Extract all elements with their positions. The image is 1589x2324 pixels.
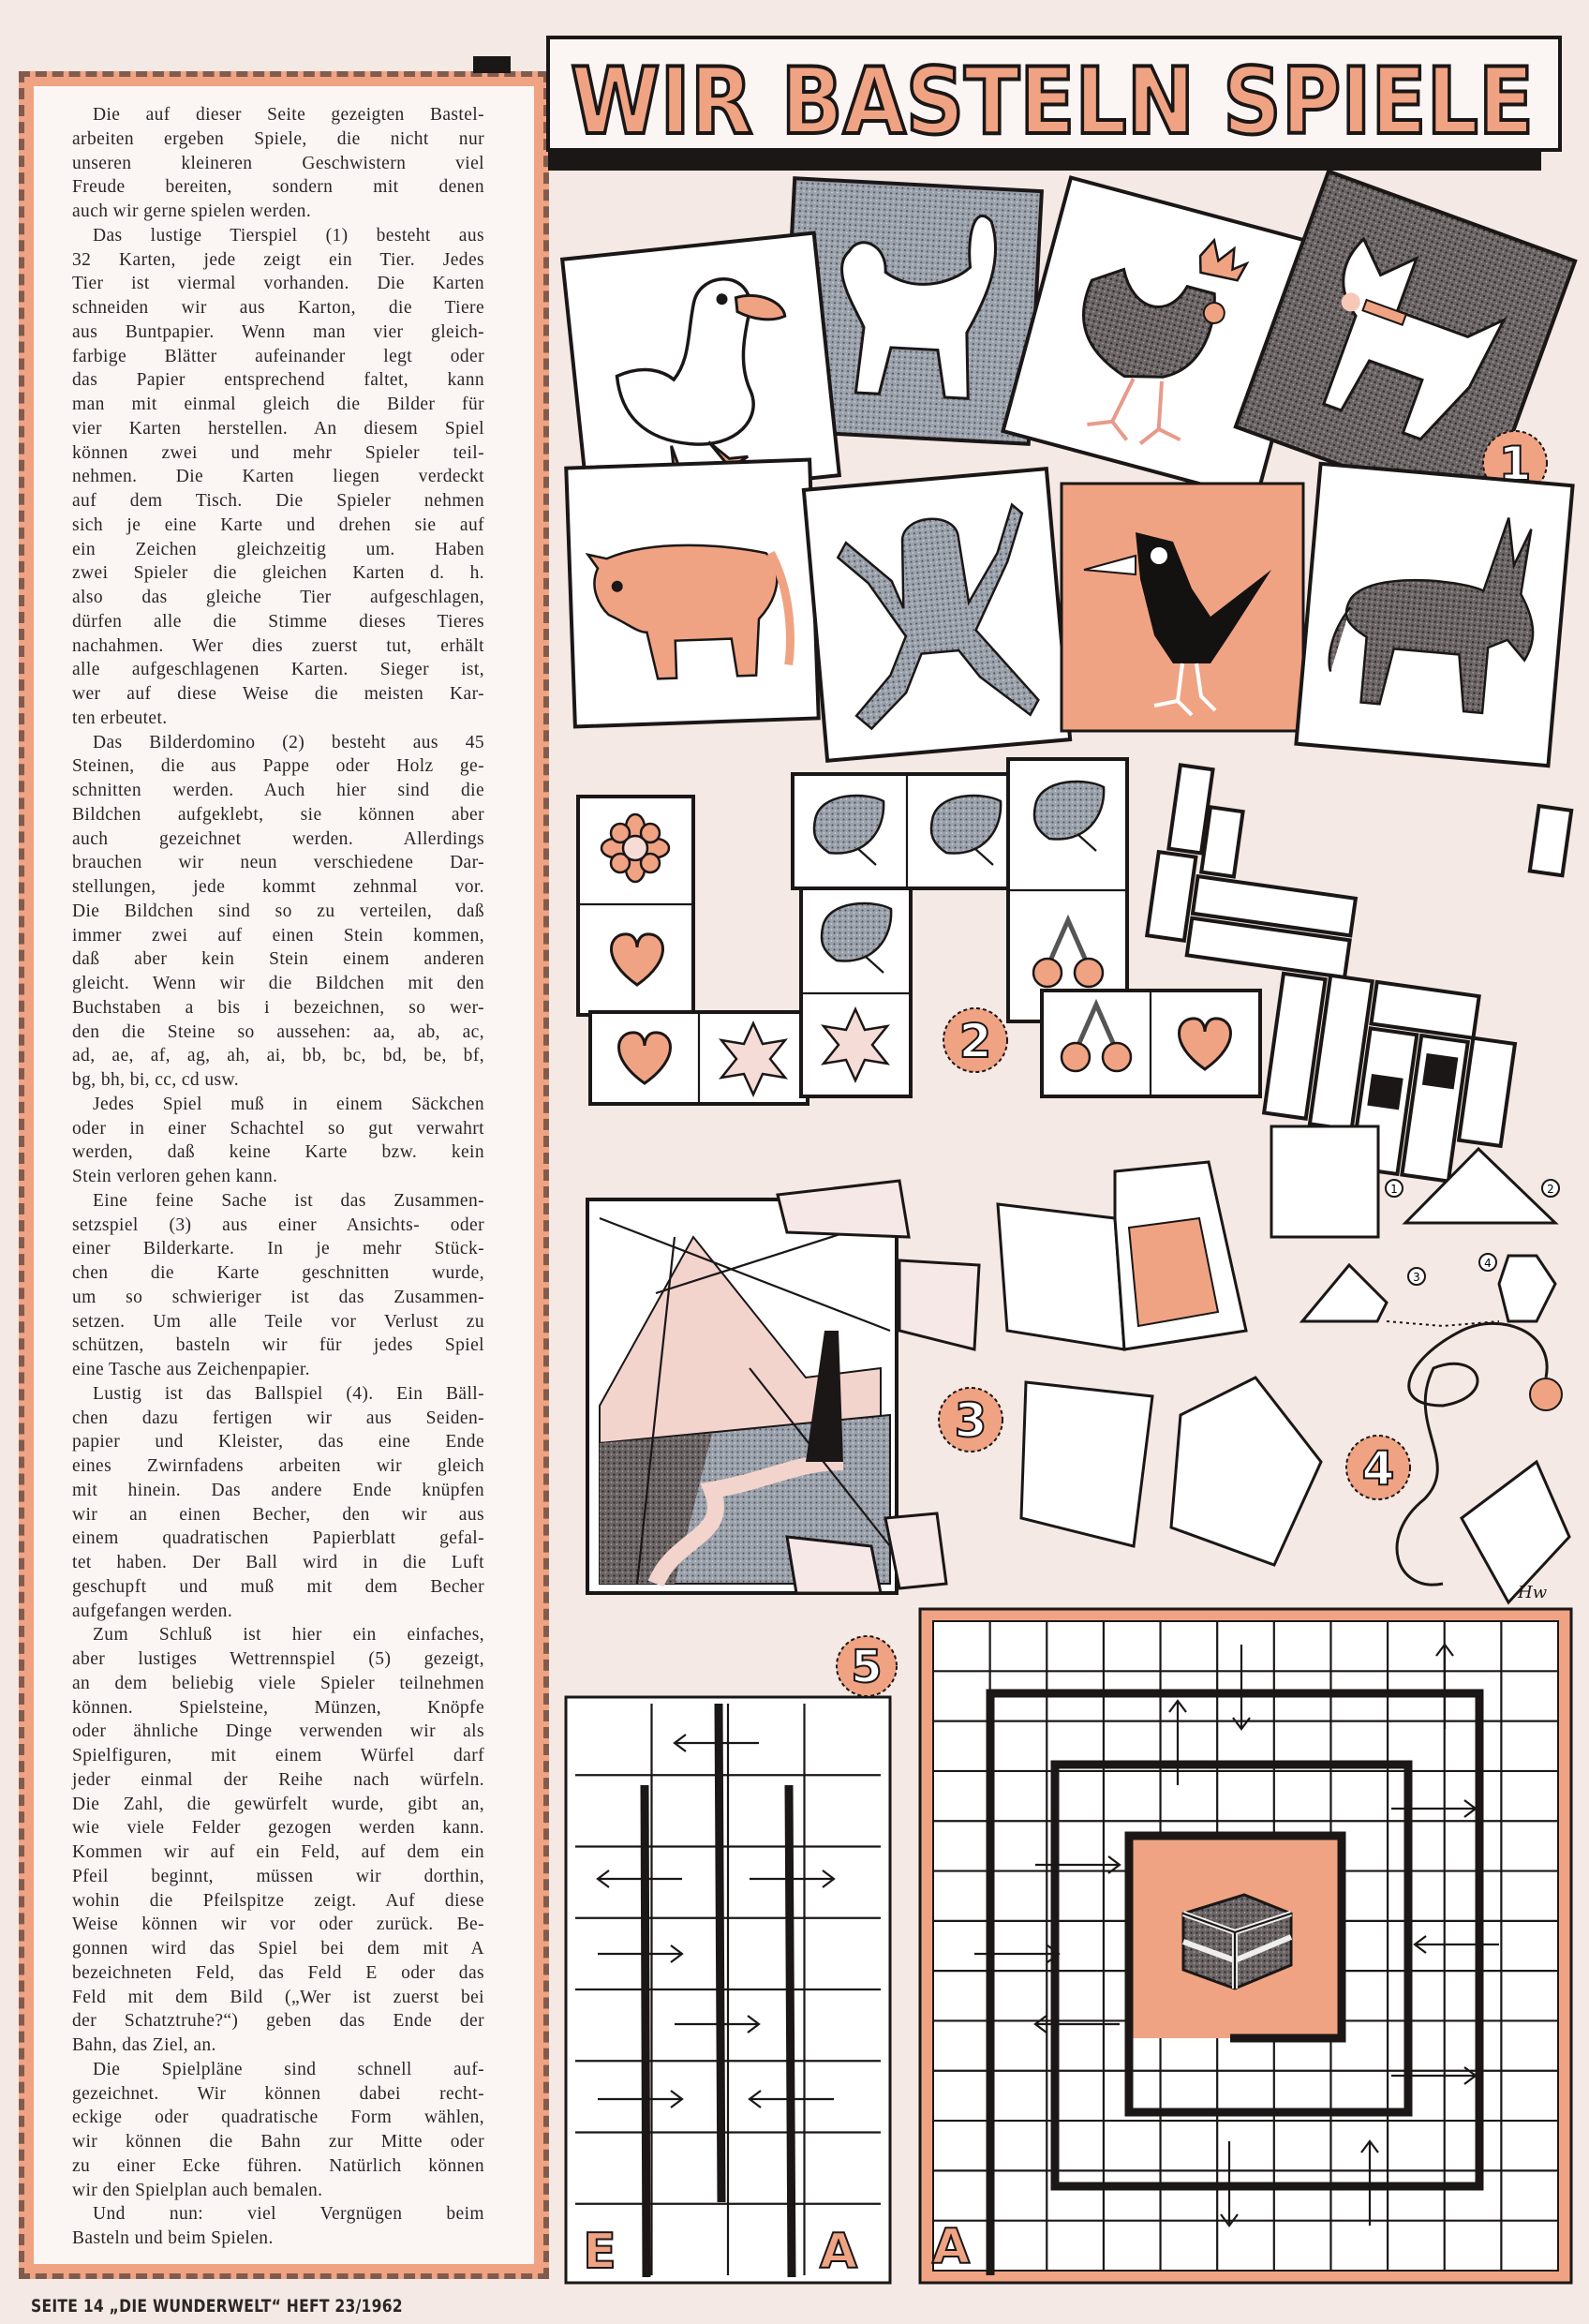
card-crow [1062, 484, 1303, 731]
article-line: daß aber kein Stein einem anderen [72, 949, 484, 970]
article-line: oder ähnliche Dinge verwenden wir als [72, 1721, 484, 1742]
badge-4: 4 [1361, 1441, 1395, 1496]
article-line: Stein verloren gehen kann. [72, 1167, 278, 1186]
puzzle-picture [587, 1162, 1321, 1593]
article-line: also das gleiche Tier aufgeschlagen, [72, 588, 484, 607]
article-line: tet haben. Der Ball wird in die Luft [72, 1553, 484, 1572]
article-line: Freude bereiten, sondern mit denen [72, 177, 484, 198]
board-right-start-label: A [931, 2219, 971, 2275]
article-line: einer Bilderkarte. In je mehr Stück- [72, 1239, 484, 1259]
article-line: farbige Blätter aufeinander legt oder [72, 346, 484, 366]
article-line: 32 Karten, jede zeigt ein Tier. Jedes [72, 249, 484, 270]
article-line: Bahn, das Ziel, an. [72, 2035, 216, 2055]
board-left-end-label: E [583, 2224, 616, 2280]
article-line: gezeichnet. Wir können dabei recht- [72, 2083, 484, 2104]
card-donkey [1296, 464, 1572, 766]
article-line: dürfen alle die Stimme dieses Tieres [72, 611, 484, 632]
article-line: können zwei und mehr Spieler teil- [72, 442, 484, 463]
article-line: alle aufgeschlagenen Karten. Sieger ist, [72, 660, 484, 680]
title-banner [473, 37, 1560, 171]
article-line: Jedes Spiel muß in einem Säckchen [93, 1094, 484, 1114]
article-line: schützen, basteln wir für jedes Spiel [72, 1335, 484, 1356]
article-line: Das Bilderdomino (2) besteht aus 45 [93, 732, 484, 752]
article-line: wir den Spielplan auch bemalen. [72, 2180, 323, 2200]
article-line: aus Buntpapier. Wenn man vier gleich- [72, 321, 484, 342]
badge-2: 2 [958, 1014, 992, 1068]
article-line: Pfeil beginnt, müssen wir dorthin, [72, 1866, 484, 1886]
article-line: wohin die Pfeilspitze zeigt. Auf diese [72, 1890, 484, 1911]
article-line: unseren kleineren Geschwistern viel [72, 153, 484, 173]
article-line: eines Zwirnfadens arbeiten wir gleich [72, 1456, 484, 1476]
article-line: Die Bildchen sind so zu verteilen, daß [72, 901, 484, 921]
animal-cards [562, 171, 1575, 766]
article-line: bezeichneten Feld, das Feld E oder das [72, 1962, 484, 1983]
article-line: können. Spielsteine, Münzen, Knöpfe [72, 1697, 484, 1718]
article-line: Feld mit dem Bild („Wer ist zuerst bei [72, 1987, 484, 2007]
article-line: wir können die Bahn zur Mitte oder [72, 2132, 484, 2152]
board-left-start-label: A [819, 2224, 858, 2280]
fold-step-2: 2 [1547, 1183, 1554, 1196]
badge-5: 5 [851, 1641, 883, 1693]
article-line: zwei Spieler die gleichen Karten d. h. [72, 563, 484, 584]
article-line: oder in einer Schachtel so gut verwahrt [72, 1118, 484, 1139]
article-line: eckige oder quadratische Form wählen, [72, 2108, 484, 2128]
article-line: stellungen, jede kommt zehnmal vor. [72, 877, 484, 897]
ball-game [1271, 1126, 1569, 1602]
article-line: wir an einen Becher, den wir aus [72, 1504, 484, 1525]
article-line: wie viele Felder gezogen werden kann. [72, 1818, 484, 1839]
article-line: papier und Kleister, das eine Ende [72, 1432, 484, 1452]
article-line: Die Zahl, die gewürfelt wurde, gibt an, [72, 1794, 484, 1814]
article-line: chen dazu fertigen wir aus Seiden- [72, 1408, 484, 1428]
card-frog [804, 469, 1070, 761]
article-line: Tier ist viermal vorhanden. Die Karten [72, 274, 484, 294]
article-line: aber lustiges Wettrennspiel (5) gezeigt, [72, 1649, 484, 1669]
article-line: gonnen wird das Spiel bei dem mit A [72, 1939, 484, 1959]
article-line: der Schatztruhe?“) geben das Ende der [72, 2011, 484, 2032]
article-line: auf dem Tisch. Die Spieler nehmen [72, 491, 484, 511]
article-line: ten erbeutet. [72, 708, 168, 728]
article-line: Das lustige Tierspiel (1) besteht aus [93, 225, 484, 246]
fold-step-3: 3 [1413, 1271, 1420, 1284]
badge-3: 3 [954, 1393, 988, 1448]
article-line: Lustig ist das Ballspiel (4). Ein Bäll- [93, 1383, 484, 1404]
article-line: schneiden wir aus Karton, die Tiere [72, 298, 484, 318]
article-line: wer auf diese Weise die meisten Kar- [72, 684, 484, 704]
article-line: gleicht. Wenn wir die Bildchen mit den [72, 974, 484, 993]
article-line: jeder einmal der Reihe nach würfeln. [72, 1769, 484, 1790]
article-line: den die Steine so aussehen: aa, ab, ac, [72, 1021, 484, 1042]
article-line: vier Karten herstellen. An diesem Spiel [72, 418, 484, 439]
article-line: schnitten werden. Auch hier sind die [72, 781, 484, 800]
article-line: immer zwei auf einen Stein kommen, [72, 925, 484, 946]
article-line: mit hinein. Das andere Ende knüpfen [72, 1480, 484, 1500]
article-line: bg, bh, bi, cc, cd usw. [72, 1070, 239, 1090]
article-line: ad, ae, af, ag, ah, ai, bb, bc, bd, be, bf, [72, 1046, 484, 1066]
article-line: auch wir gerne spielen werden. [72, 201, 312, 221]
article-line: arbeiten ergeben Spiele, die nicht nur [72, 128, 484, 149]
article-line: Buchstaben a bis i bezeichnen, so wer- [72, 997, 484, 1018]
article-line: auch gezeichnet werden. Allerdings [72, 828, 484, 849]
card-cow [566, 460, 818, 727]
article-line: Eine feine Sache ist das Zusammen- [93, 1190, 484, 1211]
article-line: Spielfiguren, mit einem Würfel darf [72, 1746, 484, 1765]
article-line: Die Spielpläne sind schnell auf- [93, 2059, 484, 2079]
article-line: setzspiel (3) aus einer Ansichts- oder [72, 1214, 484, 1235]
article-line: einem quadratischen Papierblatt gefal- [72, 1528, 484, 1549]
signature: Hw [1518, 1583, 1548, 1602]
article-line: an dem beliebig viele Spieler teilnehmen [72, 1673, 484, 1693]
article-line: Zum Schluß ist hier ein einfaches, [93, 1625, 484, 1646]
article-line: chen die Karte geschnitten wurde, [72, 1263, 484, 1283]
article-line: brauchen wir neun verschiedene Dar- [72, 853, 484, 873]
article-line: Weise können wir vor oder zurück. Be- [72, 1914, 484, 1935]
article-line: ein Zeichen gleichzeitig um. Haben [72, 539, 484, 559]
article-line: eine Tasche aus Zeichenpapier. [72, 1360, 310, 1379]
domino-set [578, 754, 1571, 1191]
article-line: Basteln und beim Spielen. [72, 2228, 274, 2248]
page-title: WIR BASTELN SPIELE [571, 49, 1534, 156]
article-line: das Papier entsprechend faltet, kann [72, 370, 484, 391]
article-line: nehmen. Die Karten liegen verdeckt [72, 467, 484, 487]
article-line: aufgefangen werden. [72, 1601, 233, 1621]
article-line: geschupft und muß mit dem Becher [72, 1576, 484, 1597]
article-line: Bildchen aufgeklebt, sie können aber [72, 804, 484, 825]
article-line: zu einer Ecke führen. Natürlich können [72, 2155, 484, 2176]
article-line: um so schwieriger ist das Zusammen- [72, 1287, 484, 1307]
article-line: setzen. Um alle Teile vor Verlust zu [72, 1311, 484, 1332]
article-line: nachahmen. Wer dies zuerst tut, erhält [72, 635, 484, 656]
article-line: sich je eine Karte und drehen sie auf [72, 514, 484, 535]
page-footer: SEITE 14 „DIE WUNDERWELT“ HEFT 23/1962 [31, 2296, 403, 2317]
article-line: man mit einmal gleich die Bilder für [72, 395, 484, 414]
article-line: werden, daß keine Karte bzw. kein [72, 1142, 484, 1163]
fold-step-1: 1 [1390, 1183, 1398, 1196]
article-line: Steinen, die aus Pappe oder Holz ge- [72, 756, 484, 777]
race-boards [566, 1609, 1571, 2283]
fold-step-4: 4 [1484, 1257, 1492, 1270]
article-line: Die auf dieser Seite gezeigten Bastel- [93, 105, 484, 125]
article-line: Und nun: viel Vergnügen beim [93, 2204, 484, 2225]
badge-1: 1 [1498, 437, 1532, 491]
article-line: Kommen wir auf ein Feld, auf dem ein [72, 1842, 484, 1862]
